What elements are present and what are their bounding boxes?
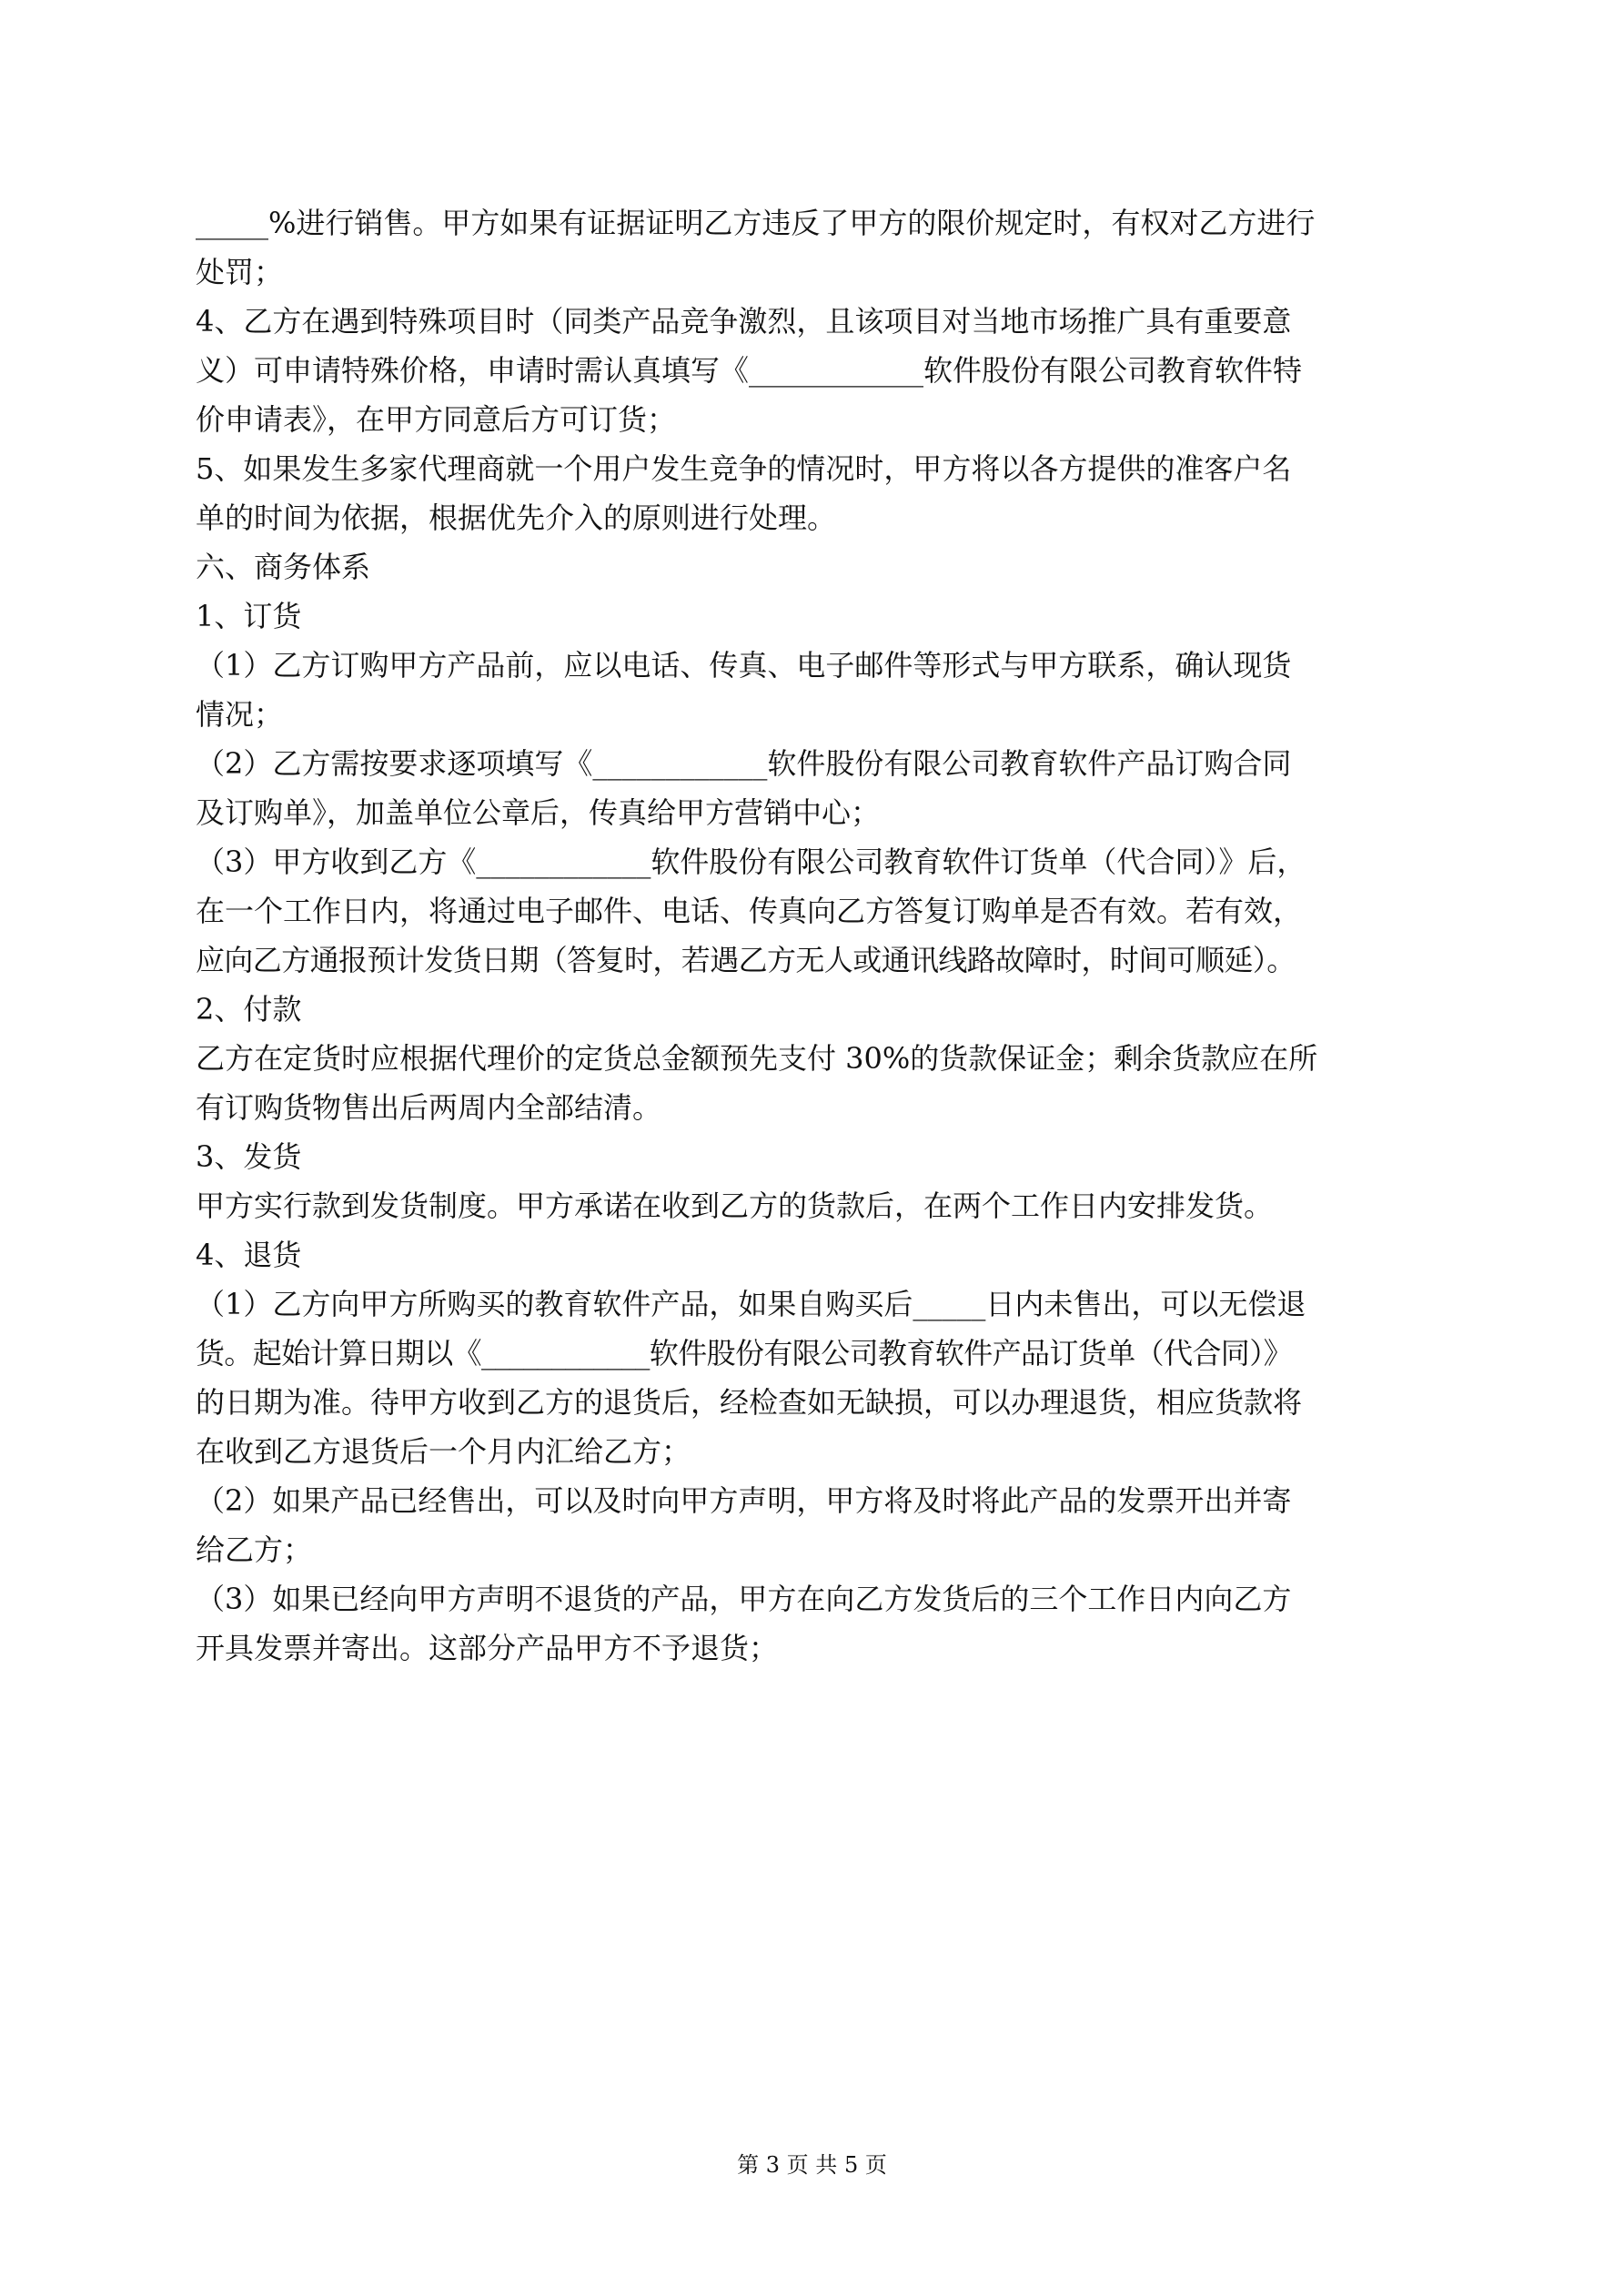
text-line: （2）如果产品已经售出，可以及时向甲方声明，甲方将及时将此产品的发票开出并寄	[196, 1483, 1292, 1518]
text-line: （1）乙方订购甲方产品前，应以电话、传真、电子邮件等形式与甲方联系，确认现货	[196, 648, 1292, 683]
text-line: 处罚；	[196, 255, 284, 289]
text-line: 货。起始计算日期以《____________软件股份有限公司教育软件产品订货单（代合同）》	[196, 1336, 1293, 1371]
subsection-heading: 3、发货	[196, 1139, 302, 1174]
text-line: 单的时间为依据，根据优先介入的原则进行处理。	[196, 501, 837, 535]
text-line: 有订购货物售出后两周内全部结清。	[196, 1090, 662, 1125]
subsection-heading: 4、退货	[196, 1238, 302, 1272]
text-line: 在一个工作日内，将通过电子邮件、电话、传真向乙方答复订购单是否有效。若有效，	[196, 894, 1303, 928]
text-line: 4、乙方在遇到特殊项目时（同类产品竞争激烈，且该项目对当地市场推广具有重要意	[196, 304, 1292, 339]
text-line: 在收到乙方退货后一个月内汇给乙方；	[196, 1434, 691, 1469]
text-line: 情况；	[196, 697, 284, 732]
subsection-heading: 2、付款	[196, 992, 302, 1027]
text-line: 甲方实行款到发货制度。甲方承诺在收到乙方的货款后，在两个工作日内安排发货。	[196, 1188, 1274, 1223]
text-line: 乙方在定货时应根据代理价的定货总金额预先支付 30%的货款保证金；剩余货款应在所	[196, 1041, 1318, 1076]
document-body	[196, 198, 1447, 1673]
text-line: 价申请表》，在甲方同意后方可订货；	[196, 402, 677, 437]
text-line: 义）可申请特殊价格，申请时需认真填写《____________软件股份有限公司教育软件特	[196, 353, 1303, 388]
text-line: 给乙方；	[196, 1532, 313, 1567]
text-line: （1）乙方向甲方所购买的教育软件产品，如果自购买后_____日内未售出，可以无偿退	[196, 1287, 1306, 1321]
text-line: 开具发票并寄出。这部分产品甲方不予退货；	[196, 1631, 779, 1665]
section-heading: 六、商务体系	[196, 550, 371, 584]
subsection-heading: 1、订货	[196, 599, 302, 633]
text-line: （3）如果已经向甲方声明不退货的产品，甲方在向乙方发货后的三个工作日内向乙方	[196, 1582, 1292, 1616]
text-line: （3）甲方收到乙方《____________软件股份有限公司教育软件订货单（代合同）》后，	[196, 845, 1306, 879]
page-number-footer: 第 3 页 共 5 页	[737, 2152, 887, 2178]
text-line: 及订购单》，加盖单位公章后，传真给甲方营销中心；	[196, 795, 881, 830]
text-line: 的日期为准。待甲方收到乙方的退货后，经检查如无缺损，可以办理退货，相应货款将	[196, 1385, 1303, 1420]
text-line: _____%进行销售。甲方如果有证据证明乙方违反了甲方的限价规定时，有权对乙方进行	[196, 206, 1316, 240]
text-line: （2）乙方需按要求逐项填写《____________软件股份有限公司教育软件产品订购合同	[196, 746, 1292, 781]
text-line: 应向乙方通报预计发货日期（答复时，若遇乙方无人或通讯线路故障时，时间可顺延）。	[196, 943, 1296, 977]
text-line: 5、如果发生多家代理商就一个用户发生竞争的情况时，甲方将以各方提供的准客户名	[196, 451, 1292, 486]
